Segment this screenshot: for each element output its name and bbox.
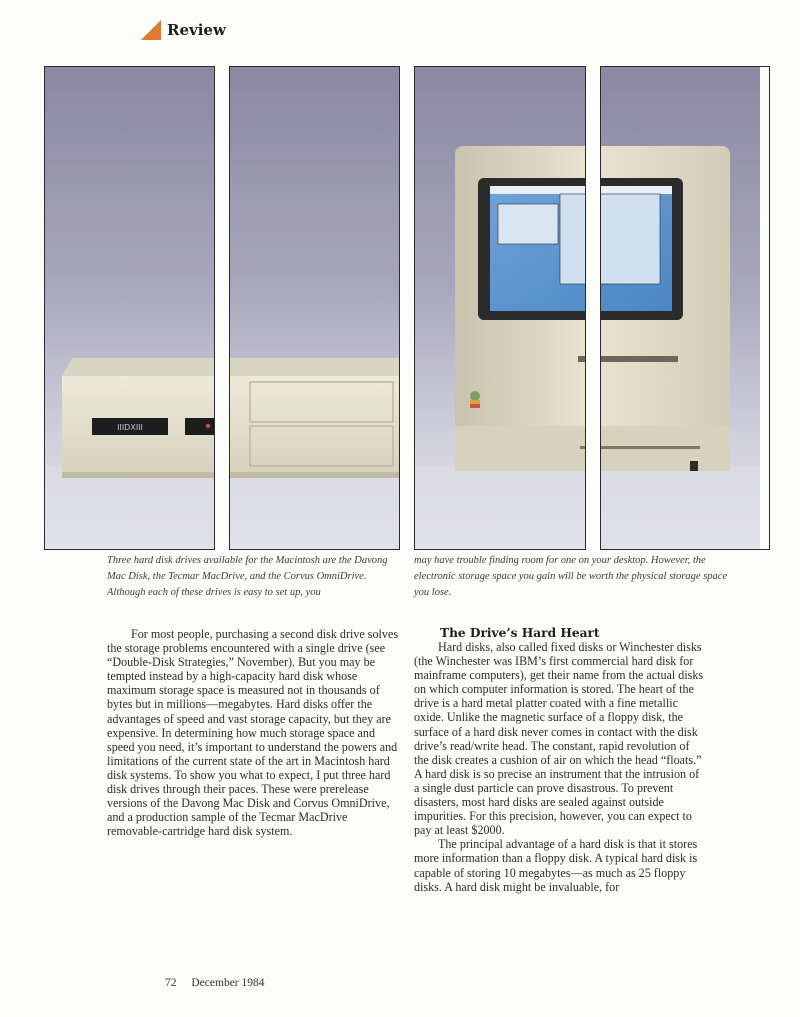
- photo-macintosh-icon: [600, 66, 760, 550]
- photo-panel-3: [414, 66, 586, 550]
- photo-caption-right: may have trouble finding room for one on your desktop. However, the electronic storage space you gain will be worth the physical storage space you lose.: [414, 555, 728, 598]
- photo-caption-left: Three hard disk drives available for the Macintosh are the Davong Mac Disk, the Tecmar MacDrive, and the Corvus OmniDrive. Although each of these drives is easy to set up, you: [107, 555, 388, 598]
- photo-panel-2: [229, 66, 400, 550]
- photo-panel-1: [44, 66, 215, 550]
- photo-macintosh-icon: [414, 66, 586, 550]
- paragraph: For most people, purchasing a second disk drive solves the storage problems encountered with a single drive (see “Double-Disk Strategies,” November). But you may be tempted instead by a high-capacity hard disk whose maximum storage space is measured not in thousands of bytes but in millions—megabytes. Hard disks offer the advantages of speed and vast storage capacity, but they are expensive. In determining how much storage space and speed you need, it’s important to understand the powers and limitations of the current state of the art in Macintosh hard disk systems. To show you what to expect, I put three hard disk drives through their paces. These were prerelease versions of the Davong Mac Disk and Corvus OmniDrive, and a production sample of the Tecmar MacDrive removable-cartridge hard disk system.: [107, 627, 399, 839]
- page-footer: [165, 977, 265, 989]
- photo-hard-disk-icon: [44, 66, 215, 550]
- section-heading: The Drive’s Hard Heart: [440, 626, 600, 640]
- article-column-left: [107, 627, 399, 838]
- article-column-right: [414, 626, 706, 894]
- section-title: Review: [167, 21, 226, 39]
- issue-date: December 1984: [191, 977, 265, 989]
- photo-panel-4: [600, 66, 770, 550]
- paragraph: The principal advantage of a hard disk is that it stores more information than a floppy disk. A typical hard disk is capable of storing 10 megabytes—as much as 25 floppy disks. A hard disk might be invaluable, for: [414, 837, 698, 894]
- photo-hard-disk-icon: [229, 66, 400, 550]
- section-header: [141, 19, 226, 41]
- page-number: 72: [165, 977, 177, 989]
- paragraph: Hard disks, also called fixed disks or Winchester disks (the Winchester was IBM’s first commercial hard disk for mainframe computers), get their name from the actual disks on which computer information is stored. The heart of the drive is a hard metal platter coated with a fine metallic oxide. Unlike the magnetic surface of a floppy disk, the surface of a hard disk never comes in contact with the disk drive’s read/write head. The constant, rapid revolution of the disk creates a cushion of air on which the head “floats.” A hard disk is so precise an instrument that the intrusion of a single dust particle can prove disastrous. To prevent disasters, most hard disks are sealed against outside impurities. For this precision, however, you can expect to pay at least $2000.: [414, 640, 704, 838]
- triangle-mark-icon: [141, 20, 161, 40]
